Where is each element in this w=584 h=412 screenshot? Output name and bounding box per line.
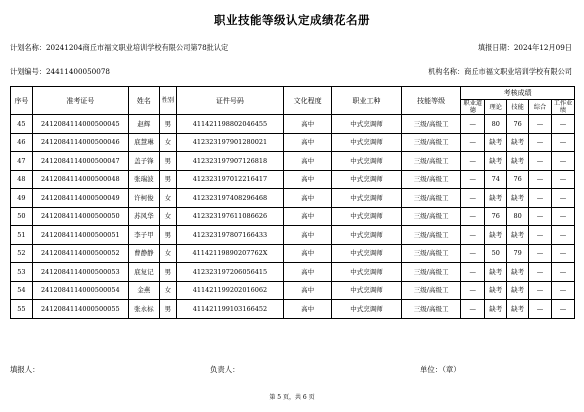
cell-gender: 男	[160, 300, 177, 319]
cell-theory: 缺考	[485, 133, 507, 152]
cell-id-no: 412323197907126818	[176, 152, 283, 171]
header-exam-no: 准考证号	[32, 87, 128, 115]
fill-date-value: 2024年12月09日	[513, 43, 572, 52]
cell-skill-level: 三级/高级工	[401, 133, 460, 152]
cell-skill-level: 三级/高级工	[401, 115, 460, 134]
cell-skill: 缺考	[507, 189, 529, 208]
cell-skill: 80	[507, 207, 529, 226]
fill-date-label: 填报日期：	[477, 43, 514, 52]
cell-skill-level: 三级/高级工	[401, 207, 460, 226]
cell-gender: 女	[160, 281, 177, 300]
cell-name: 金燕	[128, 281, 159, 300]
cell-exam-no: 2412084114000500055	[32, 300, 128, 319]
cell-work-performance: —	[551, 133, 574, 152]
cell-ethics: —	[461, 152, 485, 171]
cell-ethics: —	[461, 281, 485, 300]
cell-comprehensive: —	[529, 133, 552, 152]
cell-skill-level: 三级/高级工	[401, 226, 460, 245]
cell-seq: 46	[11, 133, 33, 152]
cell-skill: 缺考	[507, 133, 529, 152]
header-education: 文化程度	[284, 87, 332, 115]
org-name-label: 机构名称：	[428, 67, 465, 76]
cell-work-performance: —	[551, 152, 574, 171]
table-row	[11, 152, 575, 171]
cell-ethics: —	[461, 189, 485, 208]
cell-gender: 男	[160, 152, 177, 171]
fill-date-line	[478, 43, 572, 53]
table-row	[11, 189, 575, 208]
cell-comprehensive: —	[529, 244, 552, 263]
cell-comprehensive: —	[529, 207, 552, 226]
cell-work-performance: —	[551, 244, 574, 263]
cell-work-performance: —	[551, 207, 574, 226]
cell-education: 高中	[284, 226, 332, 245]
header-seq: 序号	[11, 87, 33, 115]
cell-ethics: —	[461, 115, 485, 134]
cell-occupation: 中式烹调师	[332, 152, 402, 171]
cell-education: 高中	[284, 170, 332, 189]
cell-seq: 47	[11, 152, 33, 171]
cell-name: 底复记	[128, 263, 159, 282]
cell-education: 高中	[284, 189, 332, 208]
roster-body	[11, 115, 575, 319]
cell-gender: 女	[160, 189, 177, 208]
cell-seq: 49	[11, 189, 33, 208]
cell-seq: 48	[11, 170, 33, 189]
cell-id-no: 41142119890207762X	[176, 244, 283, 263]
cell-name: 盖子锋	[128, 152, 159, 171]
cell-skill: 缺考	[507, 300, 529, 319]
cell-education: 高中	[284, 281, 332, 300]
cell-seq: 50	[11, 207, 33, 226]
cell-seq: 52	[11, 244, 33, 263]
cell-theory: 80	[485, 115, 507, 134]
header-theory: 理论	[485, 100, 507, 115]
cell-skill: 缺考	[507, 152, 529, 171]
cell-occupation: 中式烹调师	[332, 281, 402, 300]
header-skill: 技能	[507, 100, 529, 115]
cell-name: 张瑞波	[128, 170, 159, 189]
cell-theory: 缺考	[485, 226, 507, 245]
table-row	[11, 170, 575, 189]
cell-skill: 76	[507, 115, 529, 134]
cell-gender: 女	[160, 133, 177, 152]
cell-ethics: —	[461, 207, 485, 226]
cell-skill: 79	[507, 244, 529, 263]
cell-work-performance: —	[551, 189, 574, 208]
cell-id-no: 412323197012216417	[176, 170, 283, 189]
cell-id-no: 411421198802046455	[176, 115, 283, 134]
cell-theory: 缺考	[485, 152, 507, 171]
cell-ethics: —	[461, 170, 485, 189]
cell-theory: 缺考	[485, 189, 507, 208]
plan-name-line	[10, 43, 228, 53]
cell-id-no: 411421199103166452	[176, 300, 283, 319]
cell-education: 高中	[284, 207, 332, 226]
cell-education: 高中	[284, 244, 332, 263]
cell-exam-no: 2412084114000500052	[32, 244, 128, 263]
cell-seq: 55	[11, 300, 33, 319]
org-name-line	[428, 67, 572, 77]
cell-name: 张永标	[128, 300, 159, 319]
cell-occupation: 中式烹调师	[332, 226, 402, 245]
cell-skill: 76	[507, 170, 529, 189]
cell-comprehensive: —	[529, 170, 552, 189]
header-ethics: 职业道德	[461, 100, 485, 115]
table-row	[11, 133, 575, 152]
cell-theory: 76	[485, 207, 507, 226]
cell-gender: 男	[160, 115, 177, 134]
responsible-label: 负责人：	[210, 365, 240, 374]
page-title: 职业技能等级认定成绩花名册	[214, 13, 370, 27]
cell-seq: 45	[11, 115, 33, 134]
cell-skill-level: 三级/高级工	[401, 189, 460, 208]
cell-gender: 男	[160, 226, 177, 245]
cell-exam-no: 2412084114000500048	[32, 170, 128, 189]
cell-education: 高中	[284, 300, 332, 319]
cell-work-performance: —	[551, 226, 574, 245]
cell-exam-no: 2412084114000500047	[32, 152, 128, 171]
cell-education: 高中	[284, 152, 332, 171]
cell-occupation: 中式烹调师	[332, 115, 402, 134]
cell-ethics: —	[461, 226, 485, 245]
cell-name: 李子甲	[128, 226, 159, 245]
cell-ethics: —	[461, 300, 485, 319]
cell-exam-no: 2412084114000500050	[32, 207, 128, 226]
cell-theory: 74	[485, 170, 507, 189]
table-row	[11, 263, 575, 282]
cell-id-no: 412323197901280021	[176, 133, 283, 152]
cell-exam-no: 2412084114000500053	[32, 263, 128, 282]
cell-exam-no: 2412084114000500045	[32, 115, 128, 134]
cell-exam-no: 2412084114000500049	[32, 189, 128, 208]
plan-no-value: 24411400050078	[45, 67, 110, 76]
cell-skill-level: 三级/高级工	[401, 300, 460, 319]
cell-theory: 缺考	[485, 281, 507, 300]
cell-comprehensive: —	[529, 189, 552, 208]
cell-occupation: 中式烹调师	[332, 244, 402, 263]
header-score-group: 考核成绩	[461, 87, 575, 100]
cell-comprehensive: —	[529, 300, 552, 319]
header-gender: 性别	[160, 87, 177, 115]
header-name: 姓名	[128, 87, 159, 115]
cell-skill-level: 三级/高级工	[401, 263, 460, 282]
cell-skill-level: 三级/高级工	[401, 152, 460, 171]
cell-occupation: 中式烹调师	[332, 207, 402, 226]
cell-occupation: 中式烹调师	[332, 263, 402, 282]
cell-name: 许柯俊	[128, 189, 159, 208]
table-row	[11, 115, 575, 134]
cell-occupation: 中式烹调师	[332, 300, 402, 319]
cell-id-no: 411421199202016062	[176, 281, 283, 300]
cell-work-performance: —	[551, 170, 574, 189]
cell-id-no: 412323197408296468	[176, 189, 283, 208]
cell-exam-no: 2412084114000500054	[32, 281, 128, 300]
header-comprehensive: 综合	[529, 100, 552, 115]
cell-comprehensive: —	[529, 152, 552, 171]
cell-seq: 51	[11, 226, 33, 245]
cell-education: 高中	[284, 133, 332, 152]
cell-comprehensive: —	[529, 226, 552, 245]
table-row	[11, 281, 575, 300]
header-occupation: 职业工种	[332, 87, 402, 115]
unit-stamp-label: 单位：（章）	[420, 365, 461, 374]
header-id-no: 证件号码	[176, 87, 283, 115]
cell-ethics: —	[461, 244, 485, 263]
cell-id-no: 412323197206056415	[176, 263, 283, 282]
cell-ethics: —	[461, 263, 485, 282]
cell-occupation: 中式烹调师	[332, 133, 402, 152]
cell-name: 苏风华	[128, 207, 159, 226]
table-row	[11, 244, 575, 263]
cell-name: 曹静静	[128, 244, 159, 263]
table-row	[11, 207, 575, 226]
plan-name-value: 20241204商丘市福文职业培训学校有限公司第78批认定	[45, 43, 229, 52]
cell-education: 高中	[284, 263, 332, 282]
cell-exam-no: 2412084114000500046	[32, 133, 128, 152]
cell-comprehensive: —	[529, 263, 552, 282]
cell-name: 底慧琳	[128, 133, 159, 152]
cell-name: 赵辉	[128, 115, 159, 134]
cell-skill-level: 三级/高级工	[401, 281, 460, 300]
cell-theory: 缺考	[485, 263, 507, 282]
cell-gender: 男	[160, 170, 177, 189]
header-work-performance: 工作业绩	[551, 100, 574, 115]
plan-no-label: 计划编号：	[10, 67, 46, 76]
cell-comprehensive: —	[529, 115, 552, 134]
cell-id-no: 412323197611086626	[176, 207, 283, 226]
page-number: 第 5 页，共 6 页	[269, 394, 315, 401]
cell-skill: 缺考	[507, 281, 529, 300]
cell-skill-level: 三级/高级工	[401, 170, 460, 189]
cell-work-performance: —	[551, 115, 574, 134]
cell-work-performance: —	[551, 300, 574, 319]
cell-theory: 50	[485, 244, 507, 263]
header-skill-level: 技能等级	[401, 87, 460, 115]
table-row	[11, 226, 575, 245]
cell-work-performance: —	[551, 281, 574, 300]
cell-gender: 男	[160, 263, 177, 282]
org-name-value: 商丘市福文职业培训学校有限公司	[464, 67, 572, 76]
cell-exam-no: 2412084114000500051	[32, 226, 128, 245]
cell-occupation: 中式烹调师	[332, 189, 402, 208]
cell-skill: 缺考	[507, 263, 529, 282]
cell-seq: 53	[11, 263, 33, 282]
cell-gender: 女	[160, 207, 177, 226]
plan-no-line	[10, 67, 110, 77]
cell-education: 高中	[284, 115, 332, 134]
score-roster-table	[10, 86, 575, 319]
cell-occupation: 中式烹调师	[332, 170, 402, 189]
cell-skill-level: 三级/高级工	[401, 244, 460, 263]
cell-ethics: —	[461, 133, 485, 152]
cell-id-no: 412323197807166433	[176, 226, 283, 245]
cell-seq: 54	[11, 281, 33, 300]
plan-name-label: 计划名称：	[10, 43, 46, 52]
cell-gender: 女	[160, 244, 177, 263]
cell-comprehensive: —	[529, 281, 552, 300]
cell-work-performance: —	[551, 263, 574, 282]
filler-label: 填报人：	[10, 365, 40, 374]
cell-theory: 缺考	[485, 300, 507, 319]
table-row	[11, 300, 575, 319]
cell-skill: 缺考	[507, 226, 529, 245]
